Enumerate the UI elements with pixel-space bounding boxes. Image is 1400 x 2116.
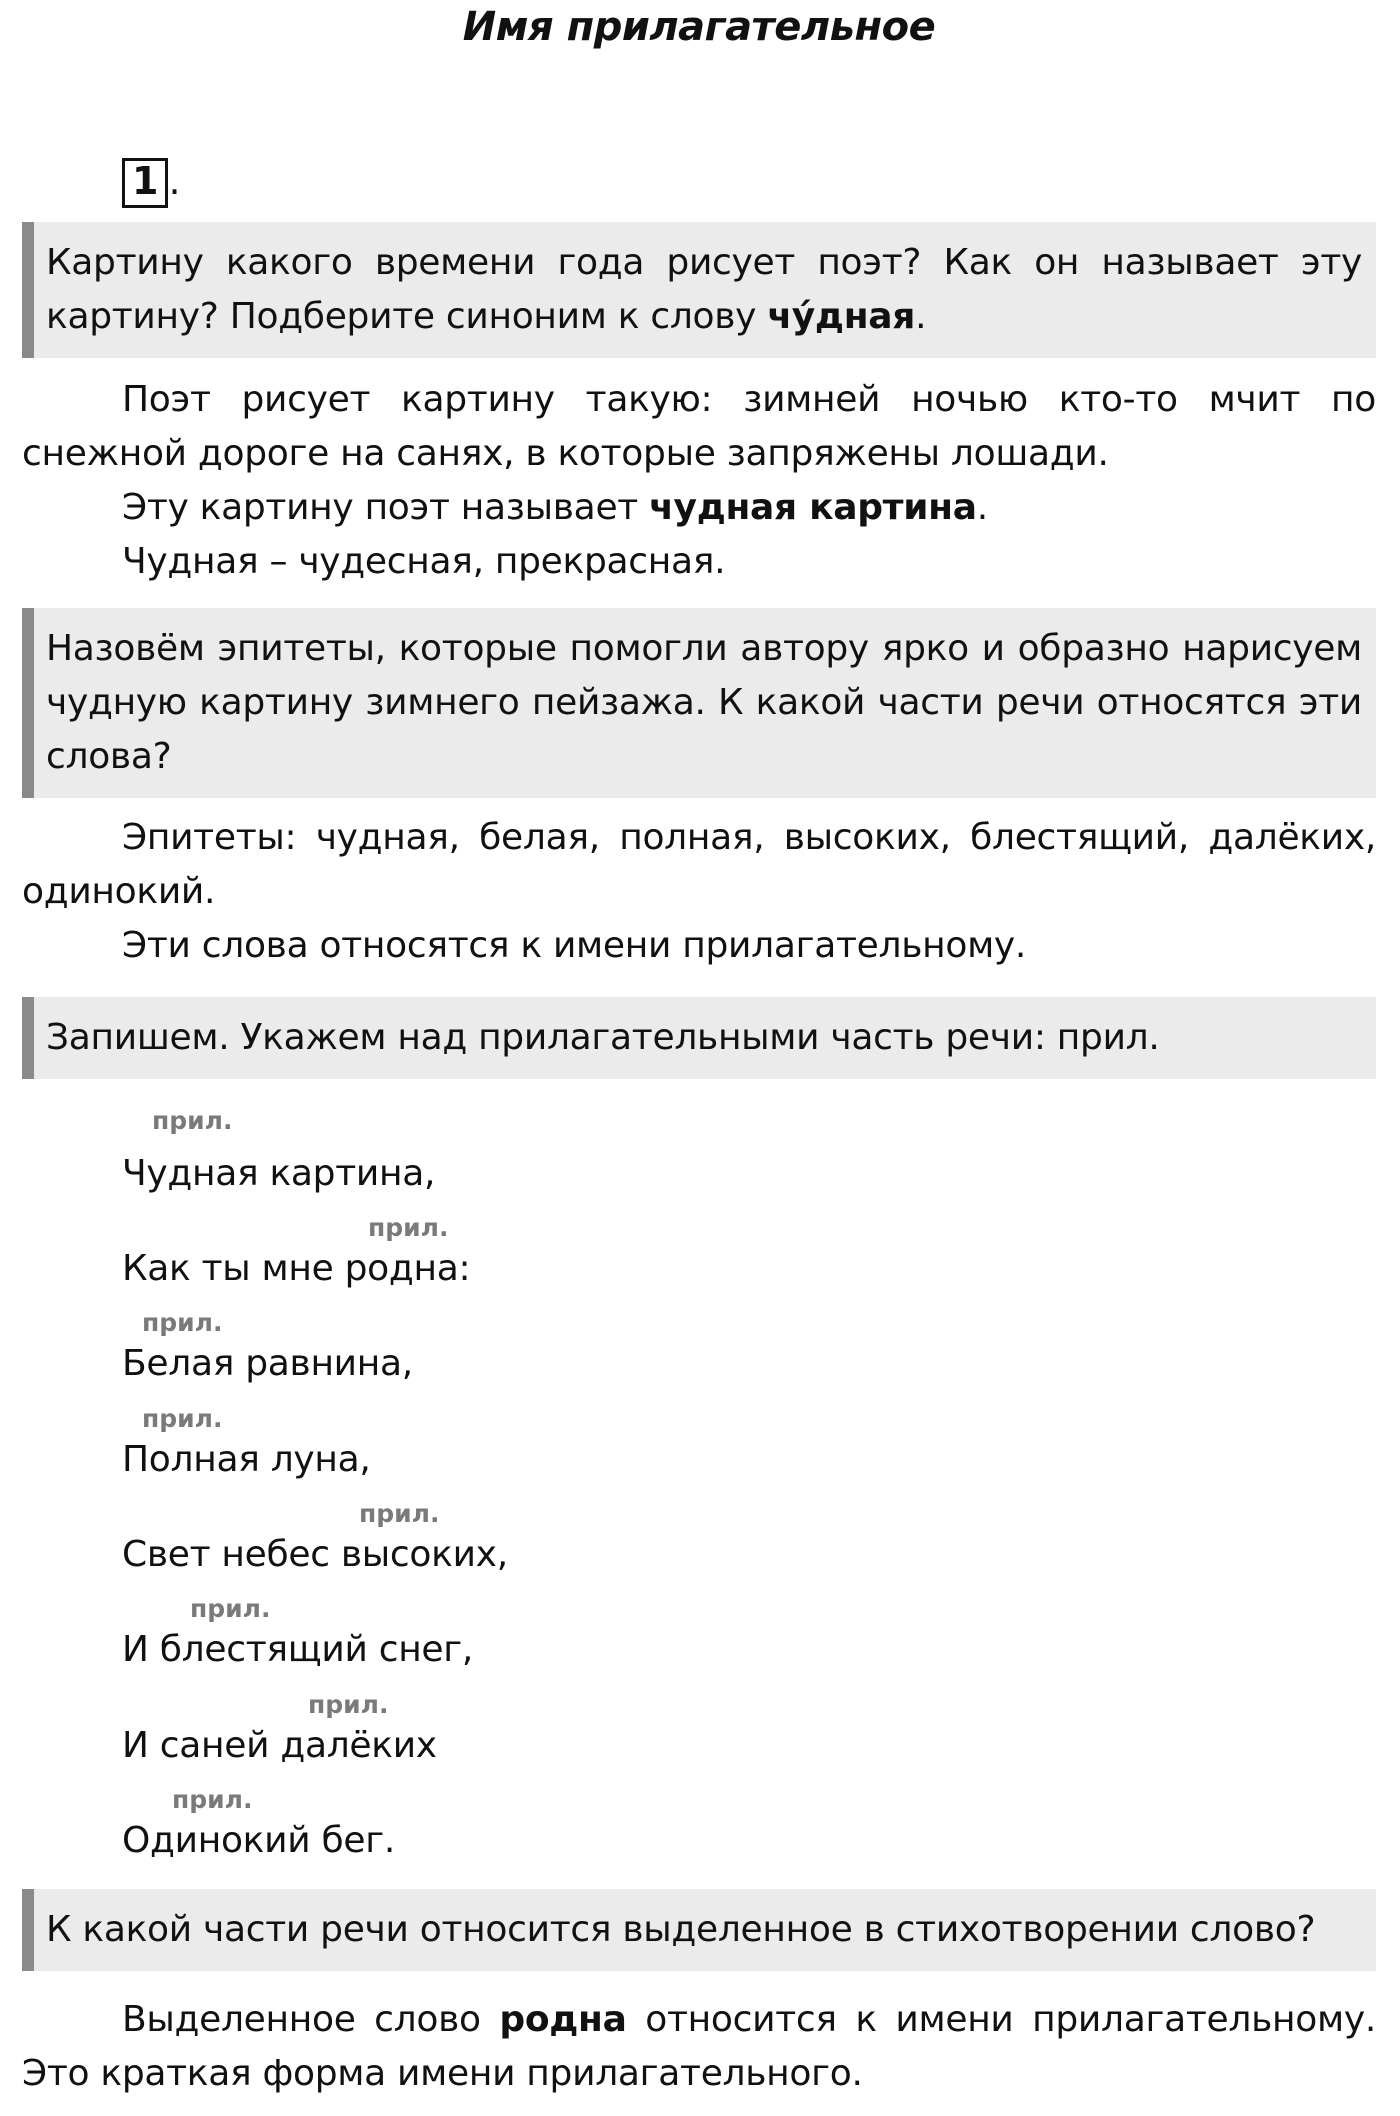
pos-tag: прил. bbox=[142, 1404, 223, 1433]
pos-tag: прил. bbox=[172, 1785, 253, 1814]
poem-line: Чудная картина, bbox=[122, 1153, 436, 1194]
question-block-3: Запишем. Укажем над прилагательными часть речи: прил. bbox=[22, 997, 1376, 1079]
answer-4-text: Выделенное слово bbox=[122, 1999, 500, 2040]
poem-line: И саней далёких bbox=[122, 1725, 437, 1766]
answer-1-p2-text: Эту картину поэт называет bbox=[122, 487, 650, 528]
answer-1-paragraph-3: Чудная – чудесная, прекрасная. bbox=[122, 541, 726, 582]
answer-4-bold-word: родна bbox=[499, 1999, 627, 2040]
poem-line: Полная луна, bbox=[122, 1439, 371, 1480]
answer-1-p2-bold: чудная картина bbox=[649, 487, 977, 528]
page-title: Имя прилагательное bbox=[462, 4, 936, 50]
answer-4-paragraph bbox=[22, 1993, 1376, 2101]
pos-tag: прил. bbox=[368, 1213, 449, 1242]
poem-line: И блестящий снег, bbox=[122, 1629, 474, 1670]
task-number-box: 1 bbox=[122, 158, 168, 208]
question-1-bold-word: чу́дная bbox=[767, 296, 916, 337]
answer-2-paragraph-1: Эпитеты: чудная, белая, полная, высоких, блестящий, далёких, одинокий. bbox=[22, 817, 1376, 912]
pos-tag: прил. bbox=[308, 1690, 389, 1719]
poem-line: Белая равнина, bbox=[122, 1343, 413, 1384]
poem-line: Как ты мне родна: bbox=[122, 1248, 471, 1289]
answer-1-paragraph-1: Поэт рисует картину такую: зимней ночью кто-то мчит по снежной дороге на санях, в которые запряжены лошади. bbox=[22, 379, 1376, 474]
question-block-1 bbox=[22, 222, 1376, 358]
task-number bbox=[122, 158, 181, 208]
answer-block-2 bbox=[22, 811, 1376, 973]
question-1-end: . bbox=[915, 296, 927, 337]
answer-1-p2-end: . bbox=[976, 487, 988, 528]
pos-tag: прил. bbox=[190, 1594, 271, 1623]
pos-tag: прил. bbox=[152, 1106, 233, 1135]
pos-tag: прил. bbox=[359, 1499, 440, 1528]
poem-line: Свет небес высоких, bbox=[122, 1534, 508, 1575]
poem-line: Одинокий бег. bbox=[122, 1820, 395, 1861]
question-block-4: К какой части речи относится выделенное в стихотворении слово? bbox=[22, 1889, 1376, 1971]
answer-block-1 bbox=[22, 373, 1376, 589]
question-block-2: Назовём эпитеты, которые помогли автору ярко и образно нарисуем чудную картину зимнего пейзажа. К какой части речи относятся эти слова? bbox=[22, 608, 1376, 798]
pos-tag: прил. bbox=[142, 1308, 223, 1337]
task-number-dot: . bbox=[168, 159, 181, 203]
answer-block-4 bbox=[22, 1993, 1376, 2101]
answer-1-paragraph-2 bbox=[22, 481, 1376, 535]
question-1-text: Картину какого времени года рисует поэт? Как он называет эту картину? Подберите синоним к слову bbox=[46, 242, 1362, 337]
answer-2-paragraph-2: Эти слова относятся к имени прилагательному. bbox=[122, 925, 1027, 966]
answer-4-end: относится к имени прилагательному. Это краткая форма имени прилагательного. bbox=[22, 1999, 1376, 2094]
